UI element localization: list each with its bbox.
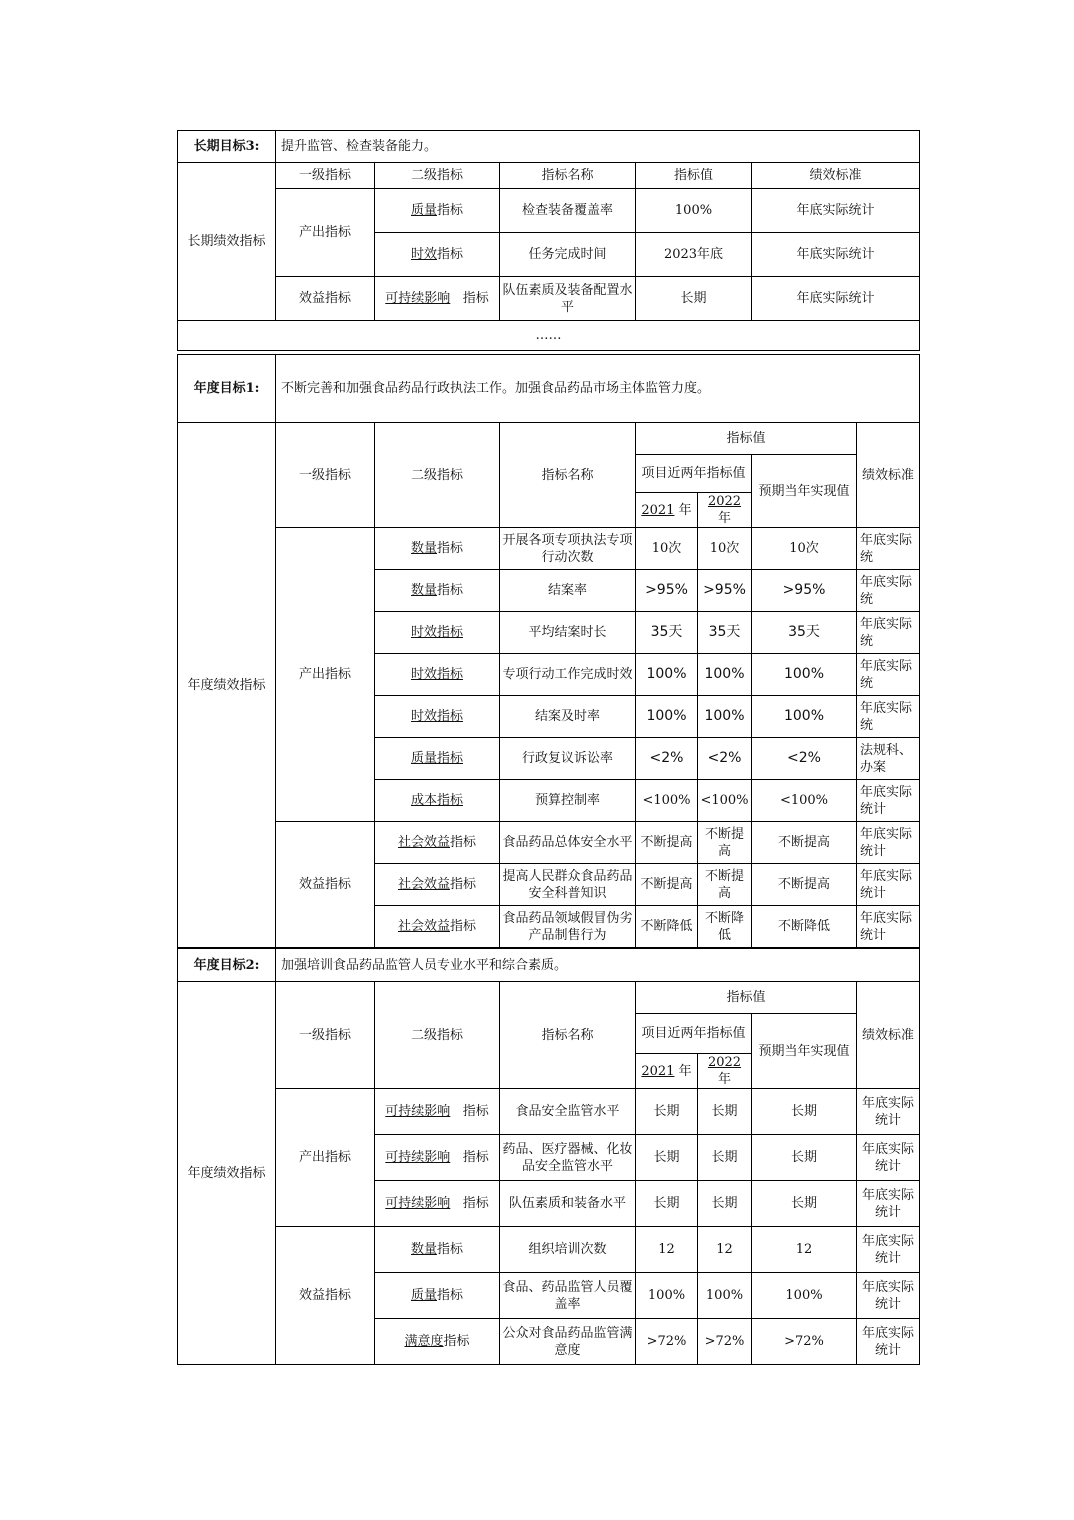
value-expected: >72%	[752, 1319, 857, 1365]
indicator-name: 行政复议诉讼率	[500, 738, 636, 780]
level2-cell: 时效指标	[375, 233, 500, 277]
indicator-standard: 年底实际统计	[752, 277, 920, 321]
value-2022: 长期	[698, 1089, 752, 1135]
header-2021: 2021 年	[636, 1054, 698, 1089]
value-2022: <100%	[698, 780, 752, 822]
level2-cell: 质量指标	[375, 738, 500, 780]
value-expected: 不断提高	[752, 864, 857, 906]
header-recent: 项目近两年指标值	[636, 1014, 752, 1054]
level2-cell: 满意度指标	[375, 1319, 500, 1365]
indicator-name: 开展各项专项执法专项行动次数	[500, 528, 636, 570]
header-value: 指标值	[636, 982, 857, 1014]
indicator-name: 药品、医疗器械、化妆品安全监管水平	[500, 1135, 636, 1181]
indicator-standard: 年底实际统计	[857, 1135, 920, 1181]
header-expected: 预期当年实现值	[752, 1014, 857, 1089]
annual-goal-2-table	[177, 948, 920, 1365]
indicator-standard: 年底实际统计	[857, 822, 920, 864]
header-level2: 二级指标	[375, 163, 500, 189]
header-value: 指标值	[636, 163, 752, 189]
value-2021: >72%	[636, 1319, 698, 1365]
value-2022: 100%	[698, 654, 752, 696]
header-name: 指标名称	[500, 163, 636, 189]
value-2021: 10次	[636, 528, 698, 570]
indicator-value: 2023年底	[636, 233, 752, 277]
value-expected: 不断降低	[752, 906, 857, 948]
level1-output: 产出指标	[276, 528, 375, 822]
indicator-name: 结案率	[500, 570, 636, 612]
indicator-standard: 年底实际统计	[857, 864, 920, 906]
level2-cell: 数量指标	[375, 1227, 500, 1273]
indicator-value: 长期	[636, 277, 752, 321]
long-term-goal-text: 提升监管、检查装备能力。	[276, 131, 920, 163]
level1-benefit: 效益指标	[276, 822, 375, 948]
value-2021: 不断提高	[636, 822, 698, 864]
indicator-name: 队伍素质及装备配置水平	[500, 277, 636, 321]
indicator-name: 专项行动工作完成时效	[500, 654, 636, 696]
indicator-standard: 年底实际统计	[857, 1319, 920, 1365]
value-2022: 100%	[698, 696, 752, 738]
level1-output: 产出指标	[276, 189, 375, 277]
value-expected: >95%	[752, 570, 857, 612]
value-2022: 不断降低	[698, 906, 752, 948]
header-level1: 一级指标	[276, 423, 375, 528]
value-2022: 35天	[698, 612, 752, 654]
value-2022: 不断提高	[698, 864, 752, 906]
value-2021: 不断提高	[636, 864, 698, 906]
indicator-name: 队伍素质和装备水平	[500, 1181, 636, 1227]
indicator-standard: 法规科、办案	[857, 738, 920, 780]
value-expected: 100%	[752, 1273, 857, 1319]
indicator-standard: 年底实际统计	[752, 189, 920, 233]
value-2022: >95%	[698, 570, 752, 612]
header-standard: 绩效标准	[857, 423, 920, 528]
header-2021: 2021 年	[636, 493, 698, 528]
indicator-name: 预算控制率	[500, 780, 636, 822]
value-expected: 35天	[752, 612, 857, 654]
annual-goal-1-table	[177, 354, 920, 948]
header-standard: 绩效标准	[857, 982, 920, 1089]
header-2022: 2022 年	[698, 1054, 752, 1089]
value-2021: 长期	[636, 1181, 698, 1227]
level1-benefit: 效益指标	[276, 1227, 375, 1365]
header-name: 指标名称	[500, 423, 636, 528]
value-expected: <2%	[752, 738, 857, 780]
header-name: 指标名称	[500, 982, 636, 1089]
value-2021: 100%	[636, 654, 698, 696]
header-level2: 二级指标	[375, 982, 500, 1089]
value-2021: 不断降低	[636, 906, 698, 948]
annual-goal-1-label: 年度目标1:	[178, 355, 276, 423]
value-2022: <2%	[698, 738, 752, 780]
indicator-standard: 年底实际统计	[857, 1273, 920, 1319]
value-2021: 长期	[636, 1135, 698, 1181]
header-level1: 一级指标	[276, 163, 375, 189]
level1-output: 产出指标	[276, 1089, 375, 1227]
indicator-name: 食品药品领域假冒伪劣产品制售行为	[500, 906, 636, 948]
indicator-standard: 年底实际统计	[752, 233, 920, 277]
value-2021: 35天	[636, 612, 698, 654]
indicator-standard: 年底实际统计	[857, 780, 920, 822]
header-2022: 2022 年	[698, 493, 752, 528]
indicator-name: 提高人民群众食品药品安全科普知识	[500, 864, 636, 906]
level2-cell: 数量指标	[375, 528, 500, 570]
level1-benefit: 效益指标	[276, 277, 375, 321]
indicator-standard: 年底实际统计	[857, 1227, 920, 1273]
indicator-name: 检查装备覆盖率	[500, 189, 636, 233]
value-2022: 100%	[698, 1273, 752, 1319]
level2-cell: 时效指标	[375, 612, 500, 654]
level2-cell: 社会效益指标	[375, 864, 500, 906]
indicator-standard: 年底实际统	[857, 654, 920, 696]
level2-cell: 时效指标	[375, 654, 500, 696]
value-expected: 100%	[752, 654, 857, 696]
value-2022: 不断提高	[698, 822, 752, 864]
value-expected: 100%	[752, 696, 857, 738]
indicator-name: 公众对食品药品监管满意度	[500, 1319, 636, 1365]
value-2022: >72%	[698, 1319, 752, 1365]
indicator-standard: 年底实际统	[857, 528, 920, 570]
indicator-name: 食品安全监管水平	[500, 1089, 636, 1135]
annual-1-section-label: 年度绩效指标	[178, 423, 276, 948]
level2-cell: 时效指标	[375, 696, 500, 738]
header-level2: 二级指标	[375, 423, 500, 528]
value-expected: <100%	[752, 780, 857, 822]
indicator-standard: 年底实际统	[857, 696, 920, 738]
indicator-name: 食品药品总体安全水平	[500, 822, 636, 864]
annual-goal-1-text: 不断完善和加强食品药品行政执法工作。加强食品药品市场主体监管力度。	[276, 355, 920, 423]
value-expected: 长期	[752, 1135, 857, 1181]
value-2021: >95%	[636, 570, 698, 612]
long-term-section-label: 长期绩效指标	[178, 163, 276, 321]
value-expected: 长期	[752, 1181, 857, 1227]
level2-cell: 可持续影响 指标	[375, 277, 500, 321]
value-2021: 12	[636, 1227, 698, 1273]
level2-cell: 数量指标	[375, 570, 500, 612]
level2-cell: 可持续影响 指标	[375, 1181, 500, 1227]
indicator-standard: 年底实际统计	[857, 1089, 920, 1135]
level2-cell: 社会效益指标	[375, 906, 500, 948]
level2-cell: 可持续影响 指标	[375, 1089, 500, 1135]
header-level1: 一级指标	[276, 982, 375, 1089]
indicator-name: 平均结案时长	[500, 612, 636, 654]
value-2022: 长期	[698, 1181, 752, 1227]
level2-cell: 社会效益指标	[375, 822, 500, 864]
value-expected: 10次	[752, 528, 857, 570]
ellipsis-row: ……	[178, 321, 920, 351]
value-expected: 长期	[752, 1089, 857, 1135]
value-2022: 10次	[698, 528, 752, 570]
header-recent: 项目近两年指标值	[636, 455, 752, 493]
indicator-standard: 年底实际统计	[857, 1181, 920, 1227]
indicator-name: 食品、药品监管人员覆盖率	[500, 1273, 636, 1319]
indicator-standard: 年底实际统	[857, 570, 920, 612]
value-expected: 12	[752, 1227, 857, 1273]
value-2022: 12	[698, 1227, 752, 1273]
indicator-name: 任务完成时间	[500, 233, 636, 277]
value-expected: 不断提高	[752, 822, 857, 864]
indicator-standard: 年底实际统计	[857, 906, 920, 948]
value-2021: 长期	[636, 1089, 698, 1135]
header-standard: 绩效标准	[752, 163, 920, 189]
level2-cell: 质量指标	[375, 189, 500, 233]
indicator-name: 结案及时率	[500, 696, 636, 738]
long-term-goal-label: 长期目标3:	[178, 131, 276, 163]
level2-cell: 可持续影响 指标	[375, 1135, 500, 1181]
header-value: 指标值	[636, 423, 857, 455]
annual-2-section-label: 年度绩效指标	[178, 982, 276, 1365]
header-expected: 预期当年实现值	[752, 455, 857, 528]
indicator-value: 100%	[636, 189, 752, 233]
value-2021: <100%	[636, 780, 698, 822]
annual-goal-2-label: 年度目标2:	[178, 949, 276, 982]
level2-cell: 成本指标	[375, 780, 500, 822]
annual-goal-2-text: 加强培训食品药品监管人员专业水平和综合素质。	[276, 949, 920, 982]
indicator-name: 组织培训次数	[500, 1227, 636, 1273]
value-2021: 100%	[636, 1273, 698, 1319]
value-2022: 长期	[698, 1135, 752, 1181]
long-term-table	[177, 130, 920, 351]
value-2021: <2%	[636, 738, 698, 780]
level2-cell: 质量指标	[375, 1273, 500, 1319]
value-2021: 100%	[636, 696, 698, 738]
indicator-standard: 年底实际统	[857, 612, 920, 654]
